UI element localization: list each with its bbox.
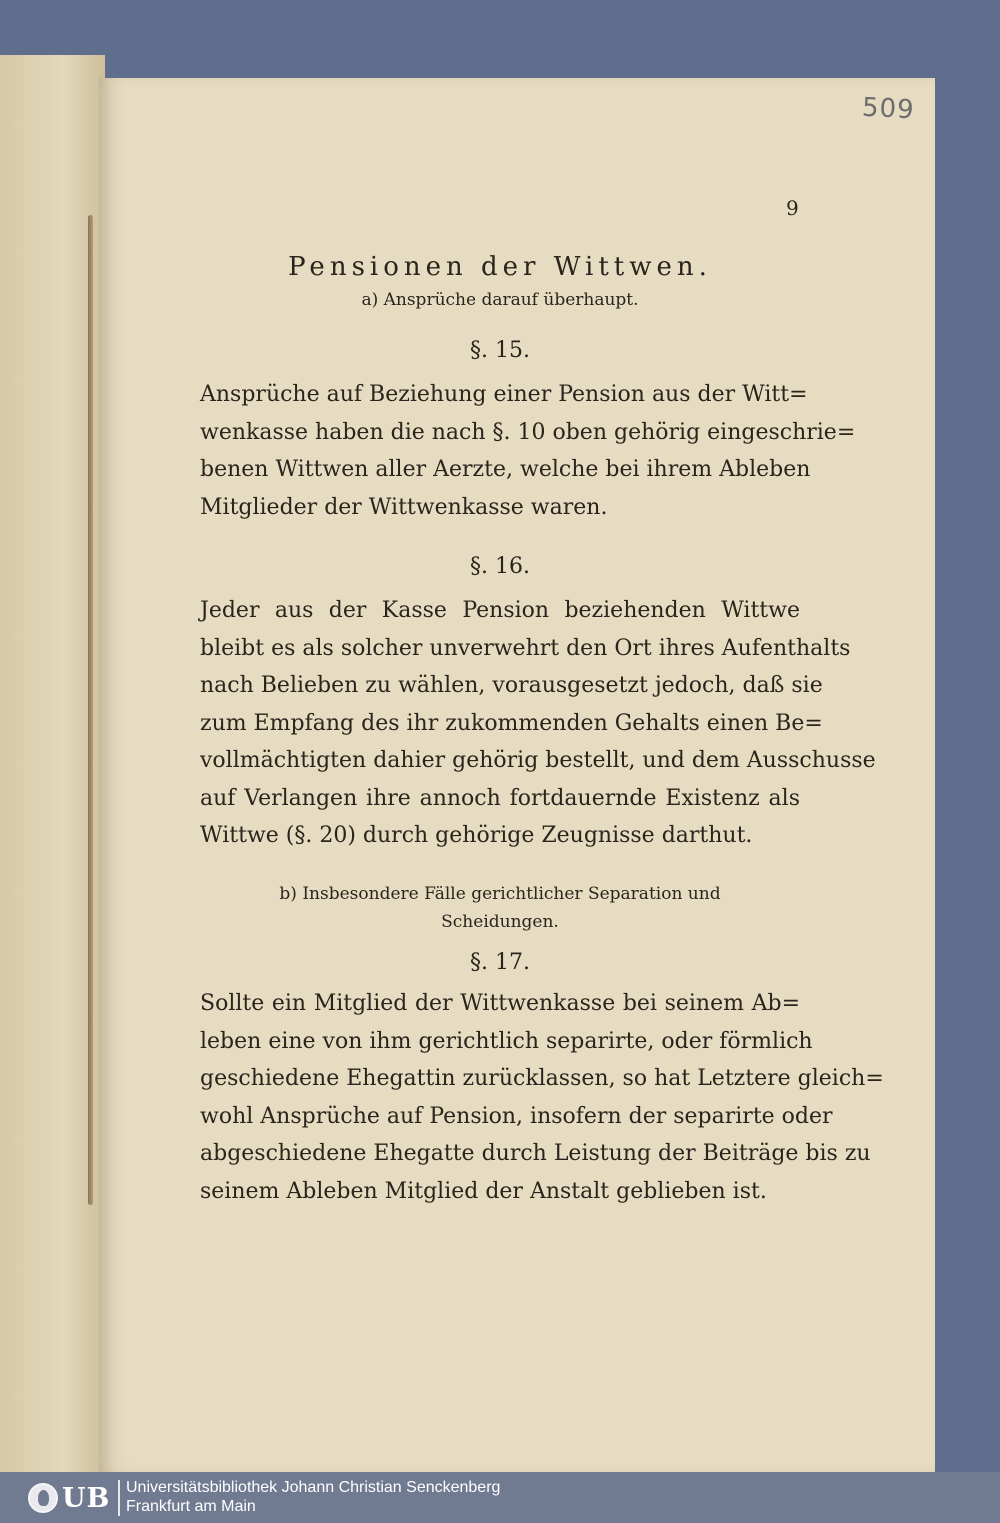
text-line: abgeschiedene Ehegatte durch Leistung der Beiträge bis zu (200, 1141, 871, 1166)
text-line: vollmächtigten dahier gehörig bestellt, und dem Ausschusse (200, 748, 876, 773)
paragraph-15-heading: §. 15. (470, 338, 530, 363)
footer-divider (118, 1480, 120, 1516)
institution-city: Frankfurt am Main (126, 1498, 256, 1515)
paragraph-16-heading: §. 16. (470, 554, 530, 579)
text-line: bleibt es als solcher unverwehrt den Ort ihres Aufenthalts (200, 635, 851, 661)
text-line: zum Empfang des ihr zukommenden Gehalts einen Be= (200, 710, 823, 736)
page-number: 9 (786, 196, 799, 220)
seal-icon (28, 1483, 58, 1513)
text-line: Mitglieder der Wittwenkasse waren. (200, 494, 608, 520)
text-line: geschiedene Ehegattin zurücklassen, so hat Letztere gleich= (200, 1066, 884, 1091)
text-line: leben eine von ihm gerichtlich separirte, oder förmlich (200, 1028, 813, 1054)
section-title: Pensionen der Wittwen. (288, 252, 712, 282)
paragraph-17-text (200, 985, 884, 1210)
text-line: benen Wittwen aller Aerzte, welche bei ihrem Ableben (200, 457, 811, 482)
paragraph-15-text (200, 376, 856, 526)
text-line: Ansprüche auf Beziehung einer Pension aus der Witt= (200, 382, 808, 407)
subtitle-a: a) Ansprüche darauf überhaupt. (361, 290, 639, 310)
handwritten-shelfmark: 509 (861, 92, 916, 126)
text-line: wohl Ansprüche auf Pension, insofern der separirte oder (200, 1103, 833, 1129)
library-footer (0, 1472, 1000, 1523)
ub-logo[interactable] (28, 1481, 116, 1515)
text-line: nach Belieben zu wählen, vorausgesetzt jedoch, daß sie (200, 673, 823, 698)
text-line: Jeder aus der Kasse Pension beziehenden Wittwe (200, 598, 800, 623)
text-line: auf Verlangen ihre annoch fortdauernde Existenz als (200, 785, 800, 811)
text-line: wenkasse haben die nach §. 10 oben gehörig eingeschrie= (200, 419, 856, 445)
logo-text: UB (62, 1482, 111, 1514)
text-line: seinem Ableben Mitglied der Anstalt geblieben ist. (200, 1178, 767, 1204)
institution-name: Universitätsbibliothek Johann Christian Senckenberg (126, 1479, 501, 1496)
paragraph-17-heading: §. 17. (470, 950, 530, 975)
text-line: Sollte ein Mitglied der Wittwenkasse bei seinem Ab= (200, 991, 800, 1016)
binding-gutter (88, 215, 93, 1205)
paragraph-16-text (200, 592, 876, 855)
subtitle-b: b) Insbesondere Fälle gerichtlicher Separation und Scheidungen. (279, 884, 721, 932)
text-line: Wittwe (§. 20) durch gehörige Zeugnisse darthut. (200, 823, 753, 848)
